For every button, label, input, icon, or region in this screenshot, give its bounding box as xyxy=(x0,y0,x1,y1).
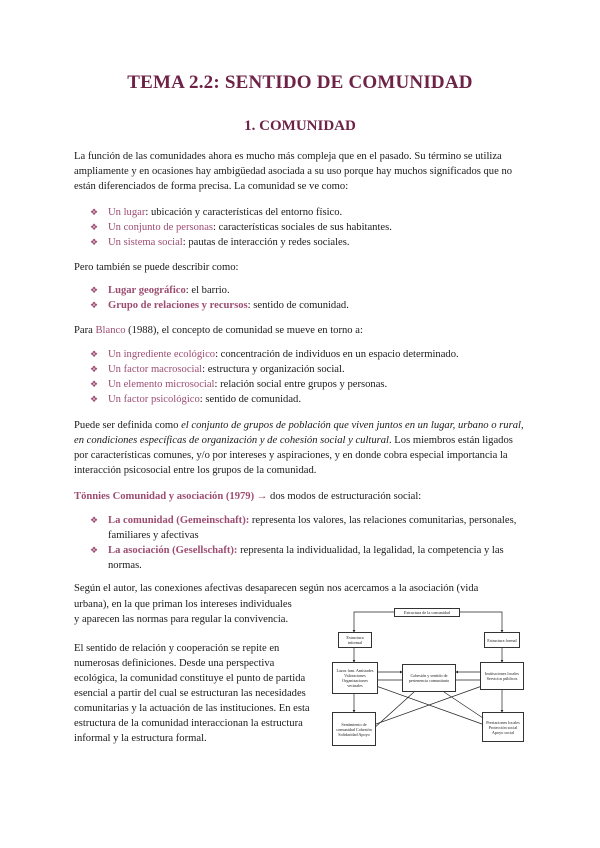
list-term: Un conjunto de personas xyxy=(108,222,214,233)
page-title: TEMA 2.2: SENTIDO DE COMUNIDAD xyxy=(127,72,473,93)
connector-line xyxy=(354,612,394,632)
author-line-1: Según el autor, las conexiones afectivas desaparecen según nos acercamos a la asociación (vida xyxy=(74,583,479,594)
also-paragraph: Pero también se puede describir como: xyxy=(74,262,239,273)
diamond-bullet-icon: ❖ xyxy=(90,207,99,217)
diagram-box-formal: Estructura formal xyxy=(484,632,520,648)
tonnies-reference: Tönnies Comunidad y asociación (1979) → xyxy=(74,491,268,502)
diagram-box-institutions: Instituciones locales Servicios públicos xyxy=(480,662,524,690)
list-item xyxy=(90,392,520,407)
list-term: Un factor psicológico xyxy=(108,394,200,405)
connector-line xyxy=(444,692,486,720)
list-term: Un factor macrosocial xyxy=(108,364,203,375)
diamond-bullet-icon: ❖ xyxy=(90,285,99,295)
tonnies-list xyxy=(90,513,520,573)
list-desc: : relación social entre grupos y personas. xyxy=(214,379,388,390)
list-desc: : características sociales de sus habitantes. xyxy=(213,222,392,233)
author-line-3: y aparecen las normas para regular la convivencia. xyxy=(74,614,289,625)
definition-italic: el conjunto de grupos de población que viven juntos en un lugar, urbano o rural, en condiciones específicas de organización y de cohesión social y cultural xyxy=(74,420,524,446)
community-as-list xyxy=(90,205,520,250)
tonnies-paragraph: Tönnies Comunidad y asociación (1979) → dos modos de estructuración social: xyxy=(74,491,422,502)
list-desc: representa la individualidad, la legalidad, la competencia y las normas. xyxy=(108,545,504,571)
list-item xyxy=(90,298,520,313)
list-term: Un elemento microsocial xyxy=(108,379,215,390)
diagram-box-informal: Estructura informal xyxy=(338,632,372,648)
diamond-bullet-icon: ❖ xyxy=(90,545,99,555)
diagram-box-center: Cohesión y sentido de pertenencia comunitario xyxy=(402,664,456,692)
list-desc: : sentido de comunidad. xyxy=(247,300,349,311)
list-item xyxy=(90,543,520,573)
blanco-list xyxy=(90,347,520,407)
list-term: La asociación (Gesellschaft): xyxy=(108,545,238,556)
author-name: Blanco xyxy=(95,325,126,336)
diagram-box-informal-ties: Lazos fam. Amistades Valoraciones Organizaciones vecinales xyxy=(332,662,378,694)
definition-paragraph: Puede ser definida como el conjunto de grupos de población que viven juntos en un lugar, urbano o rural, en condiciones específicas de organización y de cohesión social y cultural. Los miembros están ligados por características comunes, y/o por intereses y aspiraciones, y en donde cobra especial importancia la interacción psicosocial entre los grupos de la comunidad. xyxy=(74,420,524,476)
list-item xyxy=(90,235,520,250)
list-desc: : sentido de comunidad. xyxy=(199,394,302,405)
diamond-bullet-icon: ❖ xyxy=(90,394,99,404)
list-item xyxy=(90,283,520,298)
list-term: Un lugar xyxy=(108,207,146,218)
list-desc: : ubicación y características del entorno físico. xyxy=(145,207,343,218)
section-heading: 1. COMUNIDAD xyxy=(244,118,356,134)
list-item xyxy=(90,347,520,362)
intro-paragraph: La función de las comunidades ahora es mucho más compleja que en el pasado. Su término se utiliza ampliamente y en ocasiones hay ambigüedad asociada a su uso porque hay muchos significados que no están diferenciados de forma precisa. La comunidad se ve como: xyxy=(74,151,513,192)
list-desc: : estructura y organización social. xyxy=(202,364,345,375)
list-item xyxy=(90,205,520,220)
description-list xyxy=(90,283,520,313)
list-term: Un sistema social xyxy=(108,237,183,248)
list-item xyxy=(90,377,520,392)
diamond-bullet-icon: ❖ xyxy=(90,300,99,310)
blanco-paragraph: Para Blanco (1988), el concepto de comunidad se mueve en torno a: xyxy=(74,325,363,336)
list-item xyxy=(90,362,520,377)
list-desc: representa los valores, las relaciones comunitarias, personales, familiares y afectivas xyxy=(108,515,517,541)
diamond-bullet-icon: ❖ xyxy=(90,237,99,247)
list-desc: : pautas de interacción y redes sociales. xyxy=(182,237,350,248)
list-item xyxy=(90,513,520,543)
diagram-box-top: Estructura de la comunidad xyxy=(394,608,460,617)
list-term: Lugar geográfico xyxy=(108,285,186,296)
connector-line xyxy=(460,612,502,632)
diamond-bullet-icon: ❖ xyxy=(90,379,99,389)
list-desc: : concentración de individuos en un espacio determinado. xyxy=(215,349,459,360)
list-term: La comunidad (Gemeinschaft): xyxy=(108,515,250,526)
diamond-bullet-icon: ❖ xyxy=(90,364,99,374)
author-line-2: urbana), en la que priman los intereses individuales xyxy=(74,599,292,610)
diamond-bullet-icon: ❖ xyxy=(90,222,99,232)
list-item xyxy=(90,220,520,235)
list-term: Grupo de relaciones y recursos xyxy=(108,300,248,311)
diagram-box-local-services: Prestaciones locales Protección social Apoyo social xyxy=(482,712,524,742)
diamond-bullet-icon: ❖ xyxy=(90,515,99,525)
diagram-box-community-feeling: Sentimiento de comunidad Cohesión Solidaridad Apoyo xyxy=(332,712,376,746)
list-term: Un ingrediente ecológico xyxy=(108,349,216,360)
community-structure-diagram xyxy=(332,606,528,746)
diamond-bullet-icon: ❖ xyxy=(90,349,99,359)
relation-paragraph: El sentido de relación y cooperación se repite en numerosas definiciones. Desde una perspectiva ecológica, la comunidad constituye el punto de partida esencial a partir del cual se estructuran las necesidades comunitarias y la actuación de las instituciones. En esta estructura de la comunidad interaccionan la estructura informal y la estructura formal. xyxy=(74,643,310,744)
list-desc: : el barrio. xyxy=(185,285,230,296)
